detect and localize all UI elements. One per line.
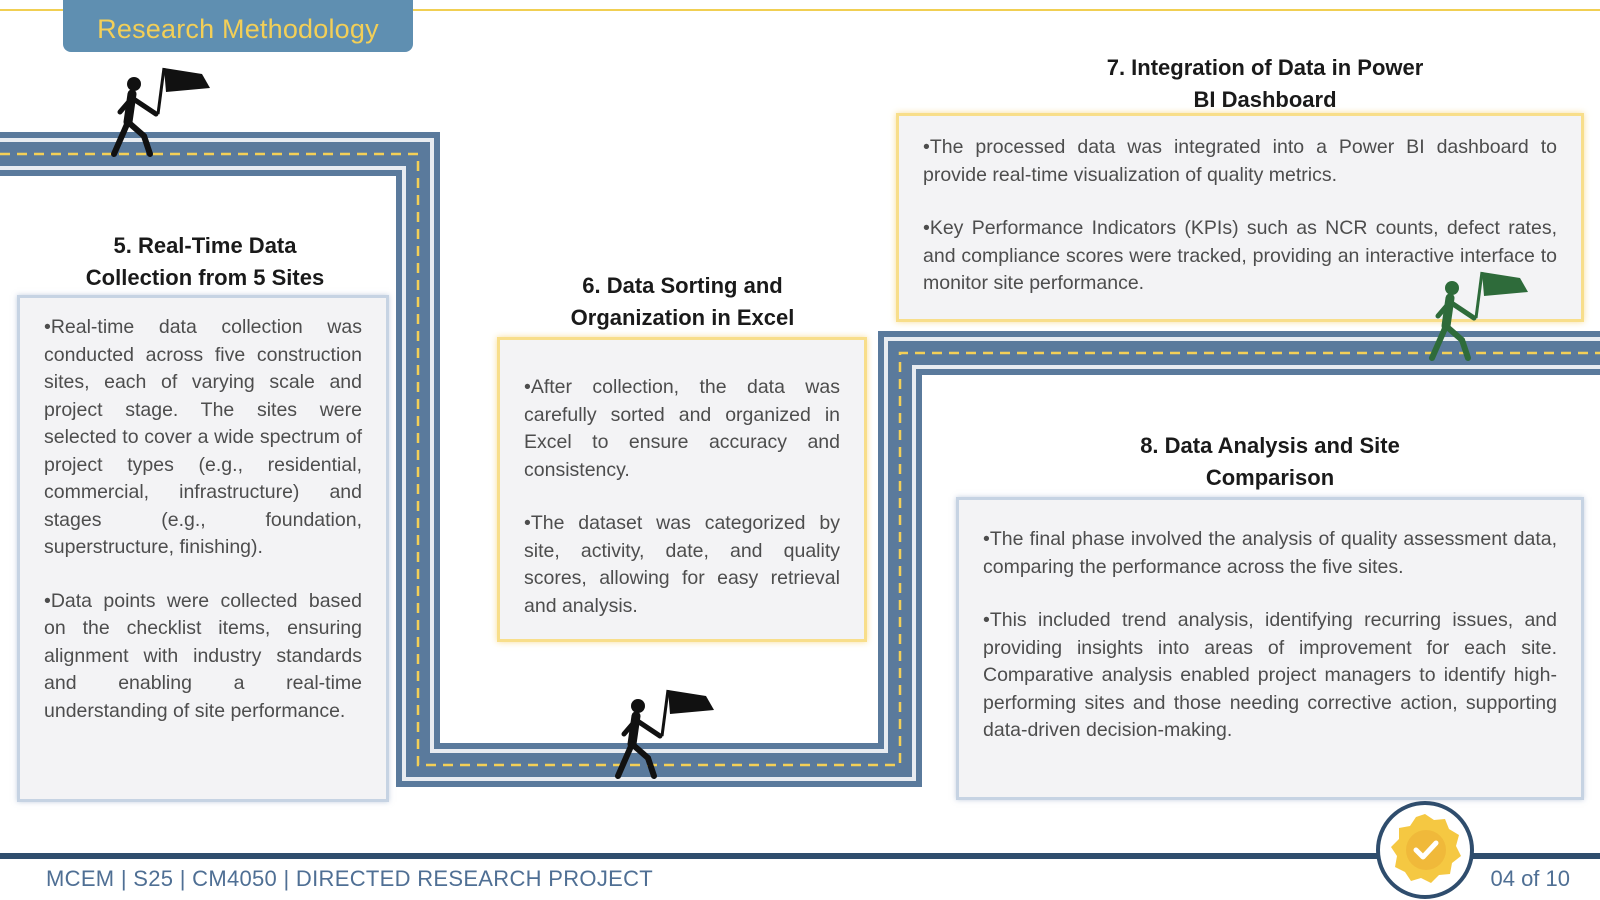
step-8-heading: 8. Data Analysis and Site Comparison bbox=[1140, 433, 1400, 490]
step-5-paragraph-2: •Data points were collected based on the checklist items, ensuring alignment with industry standards and enabling a real-time understanding of site performance. bbox=[44, 589, 362, 722]
page-number: 04 of 10 bbox=[1490, 866, 1570, 891]
step-7-paragraph-2: •Key Performance Indicators (KPIs) such as NCR counts, defect rates, and compliance scores were tracked, providing an interactive interface to monitor site performance. bbox=[923, 217, 1557, 294]
step-8-box bbox=[956, 497, 1584, 800]
step-5-box bbox=[17, 295, 389, 802]
checkmark-badge-icon bbox=[1375, 800, 1475, 900]
walker-with-flag-icon bbox=[604, 684, 719, 784]
footer-course-label: MCEM | S25 | CM4050 | DIRECTED RESEARCH PROJECT bbox=[46, 866, 654, 891]
step-6-paragraph-2: •The dataset was categorized by site, activity, date, and quality scores, allowing for easy retrieval and analysis. bbox=[524, 512, 840, 617]
step-5-heading: 5. Real-Time Data Collection from 5 Sites bbox=[85, 233, 325, 290]
step-7-paragraph-1: •The processed data was integrated into a Power BI dashboard to provide real-time visualization of quality metrics. bbox=[923, 136, 1557, 186]
step-5-paragraph-1: •Real-time data collection was conducted across five construction sites, each of varying scale and project stage. The sites were selected to cover a wide spectrum of project types (e.g., residential, commercial, infrastructure) and stages (e.g., foundation, superstructure, finishing). bbox=[44, 316, 362, 558]
step-6-heading: 6. Data Sorting and Organization in Excel bbox=[570, 273, 795, 330]
step-7-heading: 7. Integration of Data in Power BI Dashboard bbox=[1106, 55, 1424, 112]
step-6-paragraph-1: •After collection, the data was carefully sorted and organized in Excel to ensure accuracy and consistency. bbox=[524, 376, 840, 481]
footer-divider bbox=[0, 853, 1600, 859]
step-8-paragraph-1: •The final phase involved the analysis of quality assessment data, comparing the performance across the five sites. bbox=[983, 528, 1557, 578]
step-6-box bbox=[497, 337, 867, 642]
step-8-paragraph-2: •This included trend analysis, identifying recurring issues, and providing insights into areas of improvement for each site. Comparative analysis enabled project managers to identify high-performing sites and those needing corrective action, supporting data-driven decision-making. bbox=[983, 609, 1557, 741]
page-title: Research Methodology bbox=[63, 0, 413, 52]
walker-with-flag-icon bbox=[100, 62, 215, 162]
walker-with-flag-icon bbox=[1418, 266, 1533, 366]
